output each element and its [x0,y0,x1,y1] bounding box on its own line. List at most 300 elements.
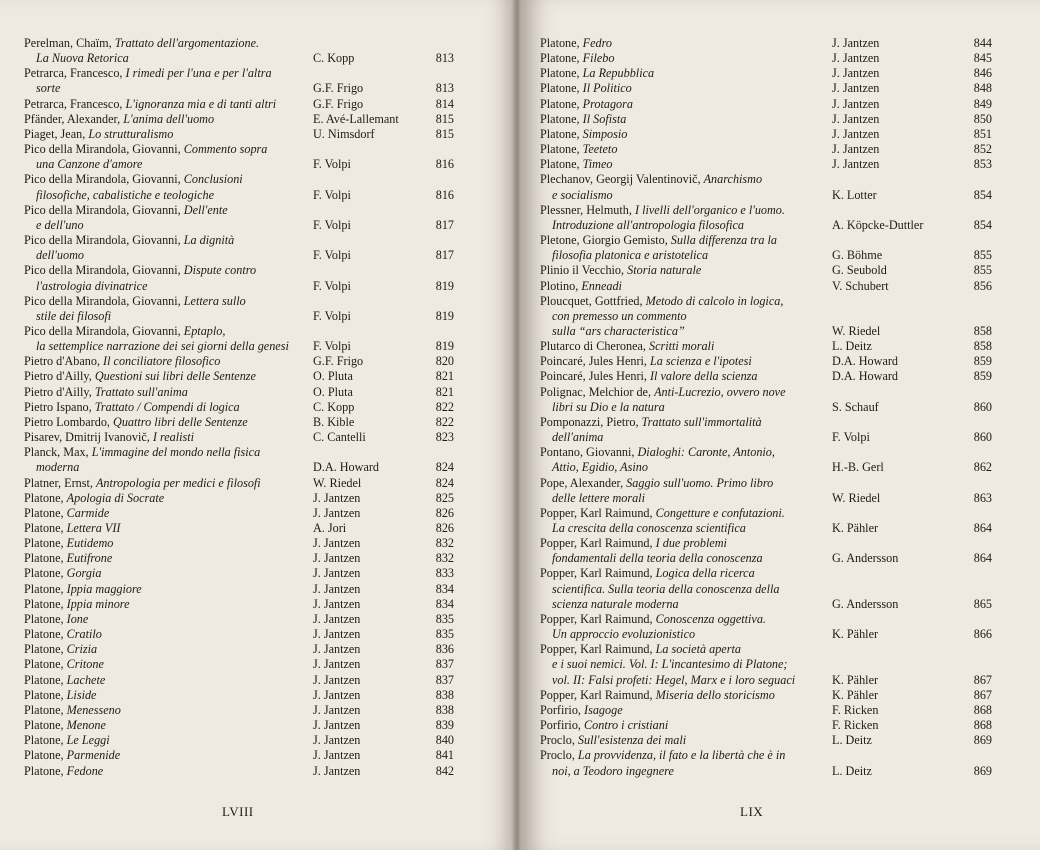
entry-line [24,248,454,263]
entry-line [24,218,454,233]
entry-author: Platone, [24,687,67,702]
index-entry [24,673,454,688]
entry-translator: H.-B. Gerl [832,460,884,475]
entry-line [540,597,992,612]
index-entry [24,445,454,475]
entry-title: Il Sofista [582,111,627,126]
index-entry [540,339,992,354]
entry-page-number: 859 [973,369,992,384]
entry-title: Le Leggi [66,733,110,748]
entry-title: Teeteto [582,142,618,157]
entry-line [24,188,454,203]
entry-line [540,324,992,339]
entry-translator: J. Jantzen [313,627,361,642]
index-entry [24,718,454,733]
entry-line [540,748,992,763]
entry-author: Platone, [540,96,583,111]
entry-title: Protagora [582,96,633,111]
entry-line [540,294,992,309]
entry-line [24,566,454,581]
entry-author: Polignac, Melchior de, [540,384,655,399]
entry-title: delle lettere morali [552,490,645,505]
entry-title: Dialoghi: Caronte, Antonio, [637,445,775,460]
entry-page-number: 817 [435,217,454,232]
entry-line [540,263,992,278]
entry-author: Platone, [24,657,67,672]
entry-translator: J. Jantzen [313,718,361,733]
entry-translator: A. Jori [313,521,347,535]
index-entry [24,263,454,293]
entry-title: Eutifrone [66,551,113,566]
entry-page-number: 838 [435,702,454,717]
index-entry [24,142,454,172]
entry-translator: G.F. Frigo [313,81,364,96]
index-entry [540,506,992,536]
entry-line [24,157,454,172]
entry-line [540,642,992,657]
entry-author: Platone, [540,142,583,157]
entry-title: Ippia maggiore [66,581,142,596]
entry-line [24,657,454,672]
entry-translator: O. Pluta [313,369,353,384]
entry-page-number: 824 [435,460,454,475]
index-entry [540,203,992,233]
entry-line [540,460,992,475]
entry-line [540,369,992,384]
entry-author: Pfänder, Alexander, [24,111,124,126]
index-entry [540,476,992,506]
entry-author: Pietro d'Ailly, [24,369,95,384]
entry-line [540,97,992,112]
entry-translator: J. Jantzen [313,733,361,748]
entry-translator: J. Jantzen [832,111,880,126]
entry-title: Eutidemo [66,536,114,551]
entry-page-number: 814 [435,96,454,111]
entry-page-number: 854 [973,217,992,232]
entry-translator: J. Jantzen [313,596,361,611]
entry-title: scienza naturale moderna [552,596,679,611]
entry-author: Platone, [540,81,583,96]
entry-title: Il conciliatore filosofico [103,354,221,369]
entry-title: sorte [36,81,61,96]
index-entry [24,612,454,627]
index-entry [540,642,992,687]
entry-author: Plinio il Vecchio, [540,263,628,278]
index-entry [540,97,992,112]
entry-translator: J. Jantzen [832,157,880,172]
entry-author: Pietro Lombardo, [24,414,114,429]
index-entry [540,279,992,294]
entry-author: Platone, [24,642,67,657]
entry-page-number: 819 [435,278,454,293]
entry-page-number: 848 [973,81,992,96]
entry-title: fondamentali della teoria della conoscenza [552,551,763,566]
entry-title: Anarchismo [703,172,763,187]
entry-title: La Repubblica [582,66,655,81]
entry-line [24,51,454,66]
index-entry [24,688,454,703]
entry-title: Un approccio evoluzionistico [552,627,696,642]
index-entry [540,612,992,642]
entry-line [24,764,454,779]
entry-page-number: 819 [435,339,454,354]
entry-title: una Canzone d'amore [36,157,143,172]
entry-title: Apologia di Socrate [66,490,165,505]
index-entry [24,112,454,127]
entry-line [24,627,454,642]
index-entry [24,172,454,202]
index-entry [24,764,454,779]
entry-line [540,157,992,172]
entry-author: Pico della Mirandola, Giovanni, [24,202,184,217]
entry-author: Pietro d'Ailly, [24,384,95,399]
entry-page-number: 837 [435,672,454,687]
right-page [522,0,1040,850]
entry-page-number: 851 [973,126,992,141]
entry-title: Menesseno [66,702,121,717]
entry-line [540,521,992,536]
entry-page-number: 840 [435,733,454,748]
entry-author: Pico della Mirandola, Giovanni, [24,323,184,338]
entry-translator: W. Riedel [313,475,362,490]
entry-title: Saggio sull'uomo. Primo libro [626,475,774,490]
index-entry [540,415,992,445]
entry-line [24,718,454,733]
entry-line [24,339,454,354]
entry-author: Popper, Karl Raimund, [540,536,656,551]
entry-title: Crizia [66,642,98,657]
entry-author: Pietro d'Abano, [24,354,104,369]
entry-line [24,233,454,248]
entry-title: dell'uomo [36,248,84,263]
entry-page-number: 860 [973,430,992,445]
index-entry [540,748,992,778]
index-entry [24,324,454,354]
entry-line [540,582,992,597]
entry-translator: C. Kopp [313,51,355,66]
index-entry [540,385,992,415]
entry-author: Pico della Mirandola, Giovanni, [24,172,184,187]
entry-title: Introduzione all'antropologia filosofica [552,217,744,232]
entry-line [540,279,992,294]
entry-line [540,385,992,400]
entry-title: Liside [66,687,97,702]
entry-translator: J. Jantzen [313,763,361,778]
entry-line [540,51,992,66]
entry-author: Popper, Karl Raimund, [540,566,656,581]
index-entry [540,263,992,278]
entry-translator: L. Deitz [832,339,872,354]
entry-title: La crescita della conoscenza scientifica [552,521,746,535]
entry-line [540,506,992,521]
index-entry [24,415,454,430]
entry-page-number: 832 [435,551,454,566]
index-entry [24,36,454,66]
entry-title: Logica della ricerca [655,566,755,581]
entry-title: Lettera sullo [183,293,246,308]
entry-page-number: 816 [435,157,454,172]
entry-title: L'ignoranza mia e di tanti altri [125,96,277,111]
index-entry [540,703,992,718]
entry-title: Metodo di calcolo in logica, [645,293,784,308]
entry-author: Platone, [24,505,67,520]
entry-line [540,688,992,703]
entry-author: Porfirio, [540,702,585,717]
entry-translator: J. Jantzen [313,657,361,672]
entry-line [540,112,992,127]
entry-line [540,36,992,51]
entry-line [24,597,454,612]
index-entry [24,536,454,551]
entry-translator: K. Pähler [832,521,879,535]
entry-translator: L. Deitz [832,733,872,748]
entry-translator: J. Jantzen [313,672,361,687]
entry-title: Trattato sull'immortalità [641,414,762,429]
entry-author: Pico della Mirandola, Giovanni, [24,233,184,248]
index-entry [540,142,992,157]
right-page-folio: LIX [740,804,764,819]
entry-title: Conclusioni [183,172,243,187]
entry-author: Pletone, Giorgio Gemisto, [540,233,671,248]
entry-author: Platone, [24,536,67,551]
entry-page-number: 867 [973,687,992,702]
entry-author: Proclo, [540,733,578,748]
entry-author: Pomponazzi, Pietro, [540,414,642,429]
entry-title: Contro i cristiani [584,718,669,733]
entry-title: Storia naturale [627,263,702,278]
entry-line [24,445,454,460]
entry-title: I livelli dell'organico e l'uomo. [634,202,785,217]
entry-translator: J. Jantzen [832,126,880,141]
entry-author: Pico della Mirandola, Giovanni, [24,142,184,157]
index-entry [24,233,454,263]
left-page-folio: LVIII [222,804,254,819]
entry-line [540,566,992,581]
entry-author: Plotino, [540,278,582,293]
entry-translator: J. Jantzen [313,581,361,596]
index-entry [24,127,454,142]
entry-line [540,354,992,369]
entry-author: Plessner, Helmuth, [540,202,635,217]
right-index-column [540,36,992,779]
entry-page-number: 854 [973,187,992,202]
entry-author: Platone, [540,66,583,81]
entry-translator: J. Jantzen [313,611,361,626]
entry-page-number: 864 [973,521,992,535]
entry-author: Platone, [24,672,67,687]
entry-translator: K. Pähler [832,687,879,702]
entry-page-number: 826 [435,505,454,520]
entry-author: Piaget, Jean, [24,126,89,141]
index-entry [24,400,454,415]
entry-translator: F. Volpi [313,278,351,293]
entry-line [540,673,992,688]
entry-title: La provvidenza, il fato e la libertà che è in [577,748,786,763]
entry-line [24,36,454,51]
entry-page-number: 835 [435,627,454,642]
entry-page-number: 821 [435,384,454,399]
entry-title: l'astrologia divinatrice [36,278,148,293]
entry-author: Poincaré, Jules Henri, [540,354,650,369]
entry-translator: F. Volpi [313,248,351,263]
entry-page-number: 822 [435,399,454,414]
entry-title: Eptaplo, [183,323,226,338]
entry-translator: F. Ricken [832,702,879,717]
entry-author: Popper, Karl Raimund, [540,642,656,657]
entry-line [24,491,454,506]
entry-translator: K. Pähler [832,672,879,687]
entry-title: filosofia platonica e aristotelica [552,248,709,263]
entry-title: Carmide [66,505,110,520]
entry-page-number: 824 [435,475,454,490]
entry-title: La Nuova Retorica [36,51,129,66]
entry-line [24,279,454,294]
entry-title: I rimedi per l'una e per l'altra [125,66,272,81]
entry-page-number: 845 [973,51,992,66]
entry-translator: G.F. Frigo [313,96,364,111]
entry-page-number: 868 [973,718,992,733]
entry-title: L'anima dell'uomo [123,111,215,126]
entry-page-number: 869 [973,763,992,778]
entry-author: Platone, [24,627,67,642]
index-entry [540,369,992,384]
entry-translator: J. Jantzen [313,505,361,520]
index-entry [24,506,454,521]
entry-author: Ploucquet, Gottfried, [540,293,646,308]
index-entry [540,566,992,611]
entry-translator: F. Volpi [313,308,351,323]
entry-page-number: 825 [435,490,454,505]
entry-title: Anti-Lucrezio, ovvero nove [654,384,786,399]
entry-title: I due problemi [655,536,727,551]
entry-page-number: 838 [435,687,454,702]
index-entry [540,354,992,369]
entry-translator: F. Ricken [832,718,879,733]
entry-title: Parmenide [66,748,121,763]
index-entry [24,491,454,506]
entry-author: Pontano, Giovanni, [540,445,638,460]
entry-translator: J. Jantzen [313,490,361,505]
index-entry [24,97,454,112]
index-entry [540,36,992,51]
entry-line [24,506,454,521]
entry-line [540,430,992,445]
entry-line [540,81,992,96]
entry-line [24,688,454,703]
index-entry [540,51,992,66]
entry-line [24,642,454,657]
entry-translator: F. Volpi [313,217,351,232]
entry-line [540,718,992,733]
entry-title: dell'anima [552,430,604,445]
entry-translator: J. Jantzen [832,36,880,50]
index-entry [24,582,454,597]
entry-author: Popper, Karl Raimund, [540,611,656,626]
index-entry [24,566,454,581]
entry-title: Fedro [582,36,612,50]
entry-line [24,142,454,157]
entry-page-number: 815 [435,111,454,126]
entry-title: libri su Dio e la natura [552,399,665,414]
entry-line [24,476,454,491]
entry-author: Proclo, [540,748,578,763]
entry-title: Scritti morali [648,339,715,354]
entry-page-number: 869 [973,733,992,748]
entry-translator: D.A. Howard [832,369,899,384]
entry-title: moderna [36,460,80,475]
entry-line [24,536,454,551]
entry-translator: J. Jantzen [832,51,880,66]
entry-title: Lettera VII [66,521,121,535]
entry-line [24,582,454,597]
entry-line [540,445,992,460]
entry-title: La dignità [183,233,235,248]
entry-title: e socialismo [552,187,613,202]
index-entry [540,733,992,748]
entry-title: Il Politico [582,81,632,96]
entry-title: Timeo [582,157,613,172]
entry-line [24,703,454,718]
entry-line [540,703,992,718]
entry-translator: J. Jantzen [313,551,361,566]
entry-page-number: 822 [435,414,454,429]
entry-line [24,748,454,763]
entry-line [24,385,454,400]
entry-line [24,354,454,369]
index-entry [540,294,992,339]
entry-page-number: 866 [973,627,992,642]
entry-translator: F. Volpi [313,157,351,172]
index-entry [540,112,992,127]
entry-page-number: 833 [435,566,454,581]
entry-line [24,263,454,278]
entry-title: Quattro libri delle Sentenze [113,414,248,429]
index-entry [24,703,454,718]
entry-page-number: 839 [435,718,454,733]
entry-line [24,97,454,112]
entry-title: Enneadi [581,278,622,293]
index-entry [24,642,454,657]
entry-page-number: 813 [435,81,454,96]
entry-title: stile dei filosofi [36,308,112,323]
entry-title: e dell'uno [36,217,84,232]
entry-line [24,294,454,309]
entry-title: La società aperta [655,642,741,657]
index-entry [24,385,454,400]
entry-translator: L. Deitz [832,763,872,778]
entry-line [540,551,992,566]
entry-line [540,203,992,218]
entry-line [540,172,992,187]
entry-author: Perelman, Chaïm, [24,36,115,50]
entry-line [24,324,454,339]
entry-title: Lo strutturalismo [88,126,174,141]
entry-translator: J. Jantzen [832,142,880,157]
entry-line [24,612,454,627]
entry-author: Popper, Karl Raimund, [540,505,656,520]
entry-line [540,127,992,142]
entry-line [24,203,454,218]
entry-author: Platone, [24,596,67,611]
entry-author: Platone, [24,581,67,596]
entry-page-number: 815 [435,126,454,141]
entry-page-number: 859 [973,354,992,369]
entry-title: Cratilo [66,627,102,642]
entry-page-number: 820 [435,354,454,369]
entry-title: scientifica. Sulla teoria della conoscenza della [552,581,780,596]
index-entry [24,369,454,384]
entry-line [540,476,992,491]
